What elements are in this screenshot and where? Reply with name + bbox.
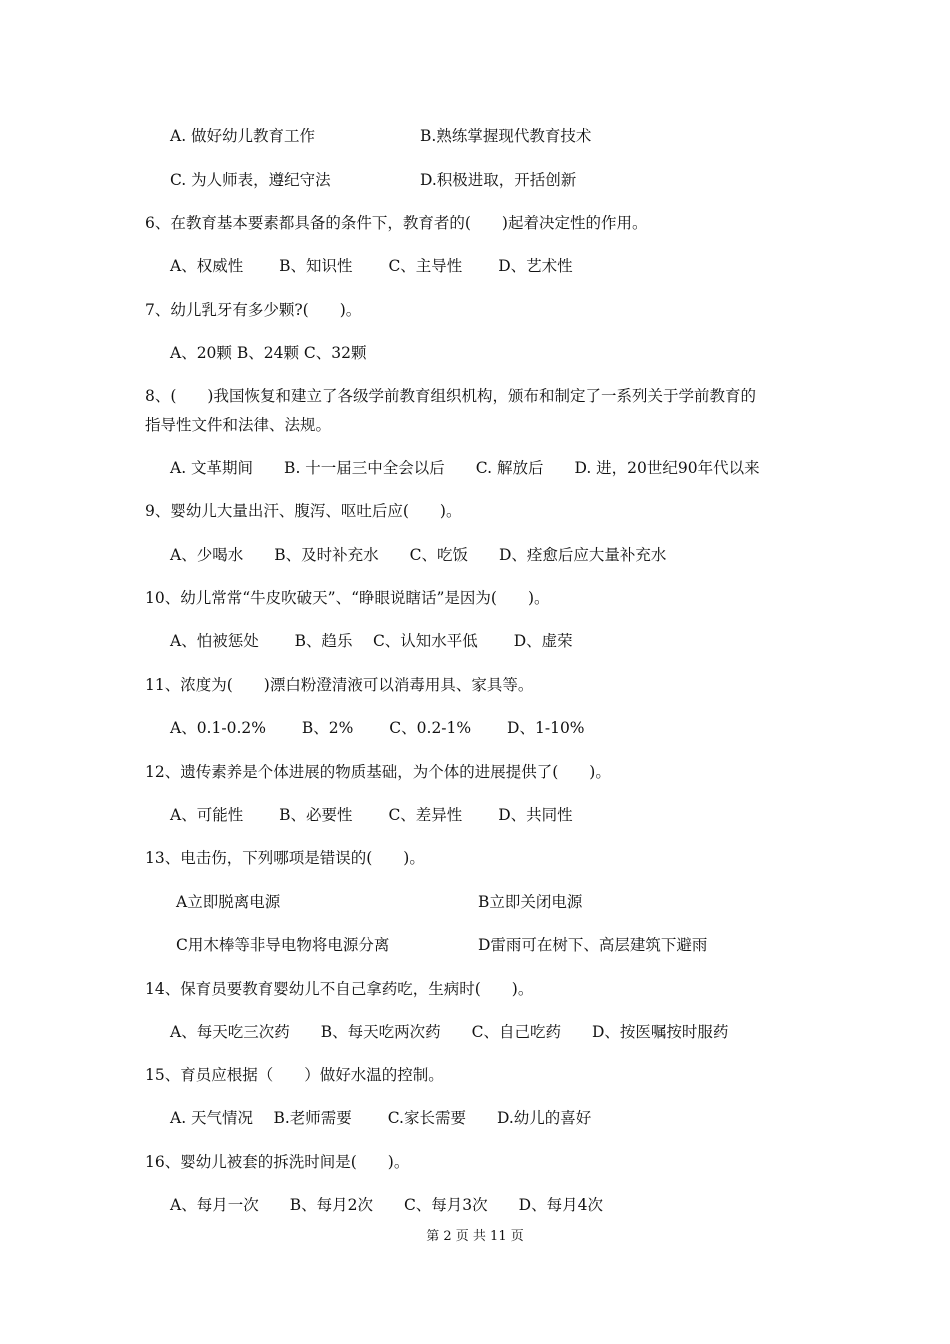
q5-option-d: D.积极进取，开括创新: [420, 171, 577, 189]
question-6: 6、在教育基本要素都具备的条件下，教育者的( )起着决定性的作用。: [145, 214, 648, 232]
question-13: 13、电击伤，下列哪项是错误的( )。: [145, 849, 425, 867]
q5-option-b: B.熟练掌握现代教育技术: [420, 127, 592, 145]
question-16-options: A、每月一次 B、每月2次 C、每月3次 D、每月4次: [170, 1196, 603, 1214]
question-8-options: A. 文革期间 B. 十一届三中全会以后 C. 解放后 D. 进，20世纪90年代以来: [170, 459, 760, 477]
question-15: 15、育员应根据（ ）做好水温的控制。: [145, 1066, 444, 1084]
question-13-option-c: C用木棒等非导电物将电源分离: [176, 936, 390, 954]
question-16: 16、婴幼儿被套的拆洗时间是( )。: [145, 1153, 410, 1171]
question-8-line-1: 8、( )我国恢复和建立了各级学前教育组织机构，颁布和制定了一系列关于学前教育的: [145, 387, 756, 405]
question-13-option-b: B立即关闭电源: [478, 893, 583, 911]
question-7: 7、幼儿乳牙有多少颗?( )。: [145, 301, 362, 319]
question-10: 10、幼儿常常“牛皮吹破天”、“睁眼说瞎话”是因为( )。: [145, 589, 550, 607]
question-9: 9、婴幼儿大量出汗、腹泻、呕吐后应( )。: [145, 502, 462, 520]
question-7-options: A、20颗 B、24颗 C、32颗: [170, 344, 367, 362]
question-6-options: A、权威性 B、知识性 C、主导性 D、艺术性: [170, 257, 573, 275]
question-8-line-2: 指导性文件和法律、法规。: [145, 416, 332, 434]
question-11: 11、浓度为( )漂白粉澄清液可以消毒用具、家具等。: [145, 676, 534, 694]
page-footer: 第 2 页 共 11 页: [426, 1229, 524, 1244]
question-12: 12、遗传素养是个体进展的物质基础，为个体的进展提供了( )。: [145, 763, 611, 781]
question-11-options: A、0.1-0.2% B、2% C、0.2-1% D、1-10%: [170, 719, 585, 737]
question-9-options: A、少喝水 B、及时补充水 C、吃饭 D、痊愈后应大量补充水: [170, 546, 667, 564]
question-14-options: A、每天吃三次药 B、每天吃两次药 C、自己吃药 D、按医嘱按时服药: [170, 1023, 729, 1041]
question-13-option-d: D雷雨可在树下、高层建筑下避雨: [478, 936, 708, 954]
question-15-options: A. 天气情况 B.老师需要 C.家长需要 D.幼儿的喜好: [170, 1109, 592, 1127]
q5-option-c: C. 为人师表，遵纪守法: [170, 171, 331, 189]
question-13-option-a: A立即脱离电源: [176, 893, 281, 911]
question-10-options: A、怕被惩处 B、趋乐 C、认知水平低 D、虚荣: [170, 632, 573, 650]
question-12-options: A、可能性 B、必要性 C、差异性 D、共同性: [170, 806, 573, 824]
question-14: 14、保育员要教育婴幼儿不自己拿药吃，生病时( )。: [145, 980, 534, 998]
q5-option-a: A. 做好幼儿教育工作: [170, 127, 316, 145]
